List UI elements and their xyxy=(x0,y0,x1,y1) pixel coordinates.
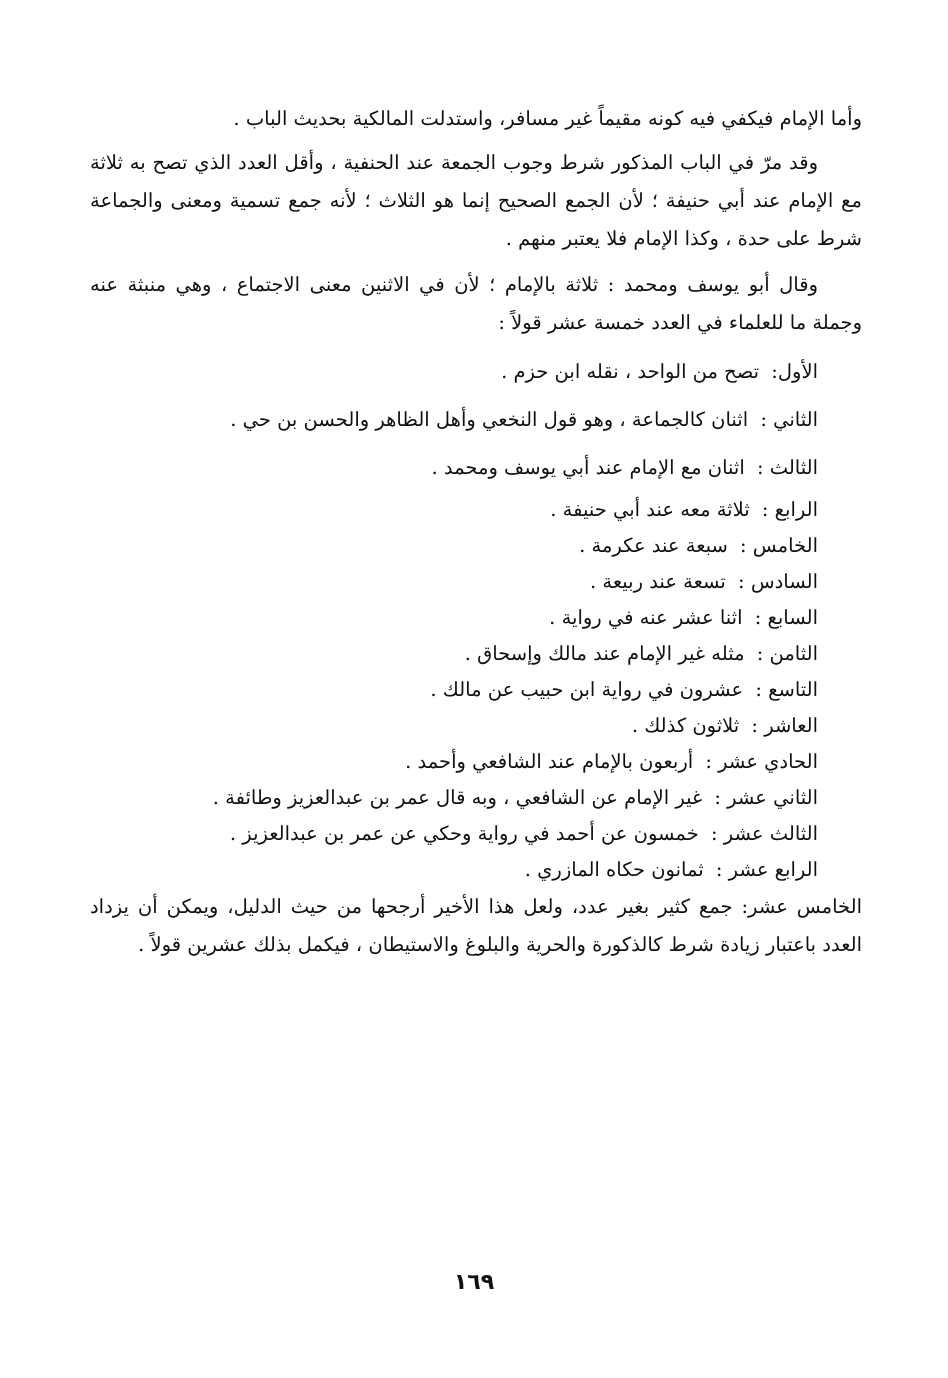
opinion-text: ثمانون حكاه المازري . xyxy=(524,858,704,881)
opinion-label: الثالث : xyxy=(756,456,818,479)
opinion-label: الرابع : xyxy=(761,498,818,521)
opinion-text: ثلاثة معه عند أبي حنيفة . xyxy=(550,498,750,521)
opinion-label: الثالث عشر : xyxy=(710,822,818,845)
list-item xyxy=(90,708,818,744)
paragraph-closing-opinion: الخامس عشر: جمع كثير بغير عدد، ولعل هذا الأخير أرجحها من حيث الدليل، ويمكن أن يزداد العدد باعتبار زيادة شرط كالذكورة والحرية والبلوغ والاستيطان ، فيكمل بذلك عشرين قولاً . xyxy=(90,895,862,956)
opinion-text: اثنان كالجماعة ، وهو قول النخعي وأهل الظاهر والحسن بن حي . xyxy=(230,408,749,431)
opinion-text: تسعة عند ربيعة . xyxy=(590,570,726,593)
opinion-text: ثلاثون كذلك . xyxy=(631,714,740,737)
list-item xyxy=(90,564,818,600)
list-item xyxy=(90,744,818,780)
list-item xyxy=(90,396,818,444)
opinion-text: مثله غير الإمام عند مالك وإسحاق . xyxy=(464,642,745,665)
paragraph-abu-yusuf-opinion: وقال أبو يوسف ومحمد : ثلاثة بالإمام ؛ لأن في الاثنين معنى الاجتماع ، وهي منبثة عنه وجملة ما للعلماء في العدد خمسة عشر قولاً : xyxy=(90,273,862,334)
list-item xyxy=(90,528,818,564)
list-item xyxy=(90,600,818,636)
list-item xyxy=(90,816,818,852)
opinion-label: الثاني عشر : xyxy=(714,786,818,809)
opinion-text: اثنان مع الإمام عند أبي يوسف ومحمد . xyxy=(431,456,745,479)
opinions-list xyxy=(90,348,862,888)
list-item xyxy=(90,780,818,816)
opinion-label: الحادي عشر : xyxy=(705,750,818,773)
page-number: ١٦٩ xyxy=(453,1270,495,1295)
list-item xyxy=(90,672,818,708)
list-item xyxy=(90,636,818,672)
opinion-text: غير الإمام عن الشافعي ، وبه قال عمر بن عبدالعزيز وطائفة . xyxy=(212,786,703,809)
opinion-text: أربعون بالإمام عند الشافعي وأحمد . xyxy=(405,750,694,773)
opinion-label: التاسع : xyxy=(755,678,818,701)
opinion-label: الرابع عشر : xyxy=(715,858,818,881)
opinion-label: الخامس : xyxy=(740,534,818,557)
list-item xyxy=(90,852,818,888)
page-body xyxy=(90,100,862,964)
opinion-label: الثامن : xyxy=(756,642,818,665)
opinion-text: عشرون في رواية ابن حبيب عن مالك . xyxy=(430,678,744,701)
opinion-label: الأول: xyxy=(771,360,818,383)
list-item xyxy=(90,492,818,528)
paragraph-hanafi-condition: وقد مرّ في الباب المذكور شرط وجوب الجمعة عند الحنفية ، وأقل العدد الذي تصح به ثلاثة مع الإمام عند أبي حنيفة ؛ لأن الجمع الصحيح إنما هو الثلاث ؛ لأنه جمع تسمية ومعنى والجماعة شرط على حدة ، وكذا الإمام فلا يعتبر منهم . xyxy=(90,151,862,250)
opinion-label: السادس : xyxy=(738,570,818,593)
opinion-text: اثنا عشر عنه في رواية . xyxy=(549,606,743,629)
opinion-label: العاشر : xyxy=(751,714,818,737)
paragraph-imam-condition: وأما الإمام فيكفي فيه كونه مقيماً غير مسافر، واستدلت المالكية بحديث الباب . xyxy=(233,107,862,130)
list-item xyxy=(90,444,818,492)
opinion-label: السابع : xyxy=(754,606,818,629)
opinion-label: الثاني : xyxy=(760,408,818,431)
list-item xyxy=(90,348,818,396)
opinion-text: خمسون عن أحمد في رواية وحكي عن عمر بن عبدالعزيز . xyxy=(229,822,699,845)
opinion-text: سبعة عند عكرمة . xyxy=(579,534,728,557)
opinion-text: تصح من الواحد ، نقله ابن حزم . xyxy=(501,360,760,383)
